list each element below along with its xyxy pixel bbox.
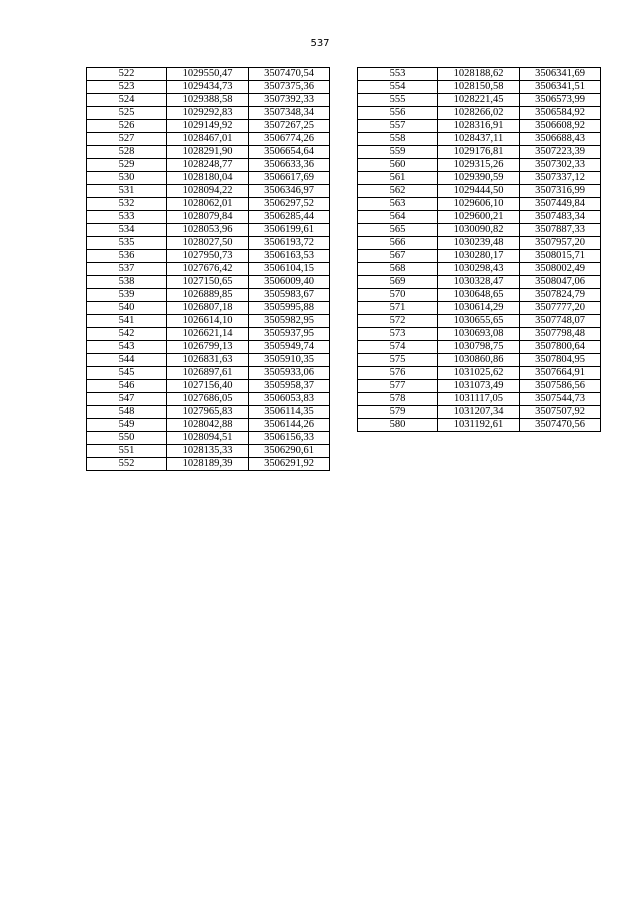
x-coordinate-cell: 1026897,61 (167, 367, 249, 380)
y-coordinate-cell: 3507302,33 (520, 159, 601, 172)
x-coordinate-cell: 1028248,77 (167, 159, 249, 172)
table-row (87, 172, 330, 185)
coordinates-table-left (86, 67, 330, 471)
y-coordinate-cell: 3506341,51 (520, 81, 601, 94)
x-coordinate-cell: 1031117,05 (438, 393, 520, 406)
point-number-cell: 523 (87, 81, 167, 94)
table-row (87, 432, 330, 445)
point-number-cell: 563 (358, 198, 438, 211)
x-coordinate-cell: 1030648,65 (438, 289, 520, 302)
table-row (358, 107, 601, 120)
y-coordinate-cell: 3507316,99 (520, 185, 601, 198)
point-number-cell: 553 (358, 68, 438, 81)
table-row (358, 133, 601, 146)
y-coordinate-cell: 3507887,33 (520, 224, 601, 237)
y-coordinate-cell: 3506633,36 (249, 159, 330, 172)
point-number-cell: 559 (358, 146, 438, 159)
y-coordinate-cell: 3505995,88 (249, 302, 330, 315)
table-row (358, 406, 601, 419)
table-row (358, 328, 601, 341)
x-coordinate-cell: 1028221,45 (438, 94, 520, 107)
table-row (87, 289, 330, 302)
point-number-cell: 542 (87, 328, 167, 341)
x-coordinate-cell: 1029315,26 (438, 159, 520, 172)
table-row (358, 276, 601, 289)
y-coordinate-cell: 3506584,92 (520, 107, 601, 120)
x-coordinate-cell: 1029390,59 (438, 172, 520, 185)
table-row (87, 406, 330, 419)
point-number-cell: 560 (358, 159, 438, 172)
y-coordinate-cell: 3506104,15 (249, 263, 330, 276)
x-coordinate-cell: 1031192,61 (438, 419, 520, 432)
x-coordinate-cell: 1029606,10 (438, 198, 520, 211)
y-coordinate-cell: 3506199,61 (249, 224, 330, 237)
point-number-cell: 557 (358, 120, 438, 133)
point-number-cell: 543 (87, 341, 167, 354)
point-number-cell: 528 (87, 146, 167, 159)
point-number-cell: 551 (87, 445, 167, 458)
y-coordinate-cell: 3506573,99 (520, 94, 601, 107)
y-coordinate-cell: 3507824,79 (520, 289, 601, 302)
y-coordinate-cell: 3507777,20 (520, 302, 601, 315)
y-coordinate-cell: 3506688,43 (520, 133, 601, 146)
point-number-cell: 572 (358, 315, 438, 328)
point-number-cell: 577 (358, 380, 438, 393)
x-coordinate-cell: 1027150,65 (167, 276, 249, 289)
x-coordinate-cell: 1027686,05 (167, 393, 249, 406)
point-number-cell: 549 (87, 419, 167, 432)
x-coordinate-cell: 1026889,85 (167, 289, 249, 302)
point-number-cell: 565 (358, 224, 438, 237)
x-coordinate-cell: 1028094,22 (167, 185, 249, 198)
x-coordinate-cell: 1029292,83 (167, 107, 249, 120)
x-coordinate-cell: 1030655,65 (438, 315, 520, 328)
page-number: 537 (310, 38, 330, 49)
point-number-cell: 531 (87, 185, 167, 198)
table-row (358, 237, 601, 250)
x-coordinate-cell: 1031207,34 (438, 406, 520, 419)
table-row (358, 341, 601, 354)
y-coordinate-cell: 3505982,95 (249, 315, 330, 328)
table-row (87, 237, 330, 250)
x-coordinate-cell: 1028079,84 (167, 211, 249, 224)
y-coordinate-cell: 3505933,06 (249, 367, 330, 380)
table-row (87, 211, 330, 224)
table-row (358, 367, 601, 380)
point-number-cell: 530 (87, 172, 167, 185)
table-row (87, 302, 330, 315)
x-coordinate-cell: 1026621,14 (167, 328, 249, 341)
table-row (358, 198, 601, 211)
table-row (358, 68, 601, 81)
table-row (87, 445, 330, 458)
y-coordinate-cell: 3507348,34 (249, 107, 330, 120)
table-row (358, 94, 601, 107)
table-row (358, 185, 601, 198)
point-number-cell: 546 (87, 380, 167, 393)
y-coordinate-cell: 3507544,73 (520, 393, 601, 406)
table-row (87, 367, 330, 380)
table-row (87, 120, 330, 133)
point-number-cell: 547 (87, 393, 167, 406)
point-number-cell: 525 (87, 107, 167, 120)
table-row (87, 354, 330, 367)
x-coordinate-cell: 1030614,29 (438, 302, 520, 315)
point-number-cell: 540 (87, 302, 167, 315)
x-coordinate-cell: 1027950,73 (167, 250, 249, 263)
y-coordinate-cell: 3505983,67 (249, 289, 330, 302)
point-number-cell: 568 (358, 263, 438, 276)
x-coordinate-cell: 1028266,02 (438, 107, 520, 120)
y-coordinate-cell: 3507223,39 (520, 146, 601, 159)
y-coordinate-cell: 3506341,69 (520, 68, 601, 81)
point-number-cell: 534 (87, 224, 167, 237)
x-coordinate-cell: 1028316,91 (438, 120, 520, 133)
y-coordinate-cell: 3506291,92 (249, 458, 330, 471)
table-row (87, 81, 330, 94)
table-row (87, 419, 330, 432)
point-number-cell: 527 (87, 133, 167, 146)
y-coordinate-cell: 3507337,12 (520, 172, 601, 185)
table-row (87, 185, 330, 198)
x-coordinate-cell: 1030298,43 (438, 263, 520, 276)
y-coordinate-cell: 3505958,37 (249, 380, 330, 393)
table-row (87, 133, 330, 146)
y-coordinate-cell: 3506163,53 (249, 250, 330, 263)
x-coordinate-cell: 1029600,21 (438, 211, 520, 224)
point-number-cell: 573 (358, 328, 438, 341)
x-coordinate-cell: 1028062,01 (167, 198, 249, 211)
point-number-cell: 536 (87, 250, 167, 263)
x-coordinate-cell: 1027156,40 (167, 380, 249, 393)
x-coordinate-cell: 1029149,92 (167, 120, 249, 133)
table-row (358, 211, 601, 224)
table-row (87, 341, 330, 354)
point-number-cell: 569 (358, 276, 438, 289)
table-row (358, 146, 601, 159)
point-number-cell: 564 (358, 211, 438, 224)
point-number-cell: 539 (87, 289, 167, 302)
point-number-cell: 570 (358, 289, 438, 302)
x-coordinate-cell: 1031073,49 (438, 380, 520, 393)
point-number-cell: 526 (87, 120, 167, 133)
point-number-cell: 578 (358, 393, 438, 406)
point-number-cell: 574 (358, 341, 438, 354)
y-coordinate-cell: 3505949,74 (249, 341, 330, 354)
y-coordinate-cell: 3508047,06 (520, 276, 601, 289)
point-number-cell: 561 (358, 172, 438, 185)
point-number-cell: 545 (87, 367, 167, 380)
point-number-cell: 522 (87, 68, 167, 81)
point-number-cell: 571 (358, 302, 438, 315)
y-coordinate-cell: 3506617,69 (249, 172, 330, 185)
table-row (358, 419, 601, 432)
x-coordinate-cell: 1026614,10 (167, 315, 249, 328)
x-coordinate-cell: 1030239,48 (438, 237, 520, 250)
point-number-cell: 532 (87, 198, 167, 211)
x-coordinate-cell: 1028094,51 (167, 432, 249, 445)
table-row (87, 328, 330, 341)
y-coordinate-cell: 3506285,44 (249, 211, 330, 224)
x-coordinate-cell: 1030280,17 (438, 250, 520, 263)
point-number-cell: 550 (87, 432, 167, 445)
table-row (358, 302, 601, 315)
point-number-cell: 580 (358, 419, 438, 432)
y-coordinate-cell: 3506654,64 (249, 146, 330, 159)
table-row (87, 393, 330, 406)
x-coordinate-cell: 1028042,88 (167, 419, 249, 432)
table-row (87, 250, 330, 263)
x-coordinate-cell: 1029176,81 (438, 146, 520, 159)
y-coordinate-cell: 3507470,54 (249, 68, 330, 81)
table-row (358, 159, 601, 172)
x-coordinate-cell: 1030328,47 (438, 276, 520, 289)
y-coordinate-cell: 3507804,95 (520, 354, 601, 367)
x-coordinate-cell: 1030860,86 (438, 354, 520, 367)
y-coordinate-cell: 3507449,84 (520, 198, 601, 211)
point-number-cell: 544 (87, 354, 167, 367)
y-coordinate-cell: 3506346,97 (249, 185, 330, 198)
y-coordinate-cell: 3507507,92 (520, 406, 601, 419)
y-coordinate-cell: 3507800,64 (520, 341, 601, 354)
y-coordinate-cell: 3506114,35 (249, 406, 330, 419)
x-coordinate-cell: 1031025,62 (438, 367, 520, 380)
y-coordinate-cell: 3505937,95 (249, 328, 330, 341)
x-coordinate-cell: 1028135,33 (167, 445, 249, 458)
table-row (358, 315, 601, 328)
point-number-cell: 541 (87, 315, 167, 328)
table-row (358, 289, 601, 302)
point-number-cell: 555 (358, 94, 438, 107)
x-coordinate-cell: 1027676,42 (167, 263, 249, 276)
table-row (358, 81, 601, 94)
table-row (358, 120, 601, 133)
y-coordinate-cell: 3506156,33 (249, 432, 330, 445)
y-coordinate-cell: 3505910,35 (249, 354, 330, 367)
point-number-cell: 576 (358, 367, 438, 380)
y-coordinate-cell: 3506290,61 (249, 445, 330, 458)
table-row (358, 380, 601, 393)
y-coordinate-cell: 3507957,20 (520, 237, 601, 250)
point-number-cell: 535 (87, 237, 167, 250)
table-row (87, 224, 330, 237)
table-row (87, 380, 330, 393)
table-row (358, 250, 601, 263)
point-number-cell: 524 (87, 94, 167, 107)
point-number-cell: 533 (87, 211, 167, 224)
point-number-cell: 567 (358, 250, 438, 263)
table-row (358, 172, 601, 185)
point-number-cell: 554 (358, 81, 438, 94)
table-row (358, 263, 601, 276)
y-coordinate-cell: 3508002,49 (520, 263, 601, 276)
table-row (87, 198, 330, 211)
x-coordinate-cell: 1029444,50 (438, 185, 520, 198)
table-row (358, 224, 601, 237)
table-row (358, 393, 601, 406)
table-row (87, 68, 330, 81)
y-coordinate-cell: 3507267,25 (249, 120, 330, 133)
y-coordinate-cell: 3507375,36 (249, 81, 330, 94)
point-number-cell: 566 (358, 237, 438, 250)
x-coordinate-cell: 1028437,11 (438, 133, 520, 146)
table-row (87, 146, 330, 159)
x-coordinate-cell: 1030798,75 (438, 341, 520, 354)
table-row (87, 263, 330, 276)
y-coordinate-cell: 3506608,92 (520, 120, 601, 133)
table-row (358, 354, 601, 367)
table-row (87, 159, 330, 172)
x-coordinate-cell: 1029388,58 (167, 94, 249, 107)
y-coordinate-cell: 3507748,07 (520, 315, 601, 328)
x-coordinate-cell: 1026807,18 (167, 302, 249, 315)
y-coordinate-cell: 3506009,40 (249, 276, 330, 289)
y-coordinate-cell: 3507483,34 (520, 211, 601, 224)
y-coordinate-cell: 3506774,26 (249, 133, 330, 146)
point-number-cell: 529 (87, 159, 167, 172)
y-coordinate-cell: 3507470,56 (520, 419, 601, 432)
y-coordinate-cell: 3507664,91 (520, 367, 601, 380)
x-coordinate-cell: 1028189,39 (167, 458, 249, 471)
x-coordinate-cell: 1028467,01 (167, 133, 249, 146)
y-coordinate-cell: 3507392,33 (249, 94, 330, 107)
x-coordinate-cell: 1029434,73 (167, 81, 249, 94)
point-number-cell: 575 (358, 354, 438, 367)
point-number-cell: 552 (87, 458, 167, 471)
x-coordinate-cell: 1028150,58 (438, 81, 520, 94)
y-coordinate-cell: 3506144,26 (249, 419, 330, 432)
point-number-cell: 579 (358, 406, 438, 419)
point-number-cell: 538 (87, 276, 167, 289)
point-number-cell: 556 (358, 107, 438, 120)
x-coordinate-cell: 1028188,62 (438, 68, 520, 81)
table-row (87, 94, 330, 107)
point-number-cell: 558 (358, 133, 438, 146)
y-coordinate-cell: 3506297,52 (249, 198, 330, 211)
x-coordinate-cell: 1030693,08 (438, 328, 520, 341)
table-row (87, 276, 330, 289)
coordinates-table-right (357, 67, 601, 432)
x-coordinate-cell: 1027965,83 (167, 406, 249, 419)
point-number-cell: 562 (358, 185, 438, 198)
x-coordinate-cell: 1030090,82 (438, 224, 520, 237)
x-coordinate-cell: 1026831,63 (167, 354, 249, 367)
y-coordinate-cell: 3507798,48 (520, 328, 601, 341)
point-number-cell: 548 (87, 406, 167, 419)
x-coordinate-cell: 1029550,47 (167, 68, 249, 81)
table-row (87, 315, 330, 328)
x-coordinate-cell: 1028027,50 (167, 237, 249, 250)
x-coordinate-cell: 1026799,13 (167, 341, 249, 354)
y-coordinate-cell: 3507586,56 (520, 380, 601, 393)
point-number-cell: 537 (87, 263, 167, 276)
y-coordinate-cell: 3506053,83 (249, 393, 330, 406)
table-row (87, 458, 330, 471)
x-coordinate-cell: 1028053,96 (167, 224, 249, 237)
y-coordinate-cell: 3506193,72 (249, 237, 330, 250)
table-row (87, 107, 330, 120)
x-coordinate-cell: 1028180,04 (167, 172, 249, 185)
x-coordinate-cell: 1028291,90 (167, 146, 249, 159)
y-coordinate-cell: 3508015,71 (520, 250, 601, 263)
